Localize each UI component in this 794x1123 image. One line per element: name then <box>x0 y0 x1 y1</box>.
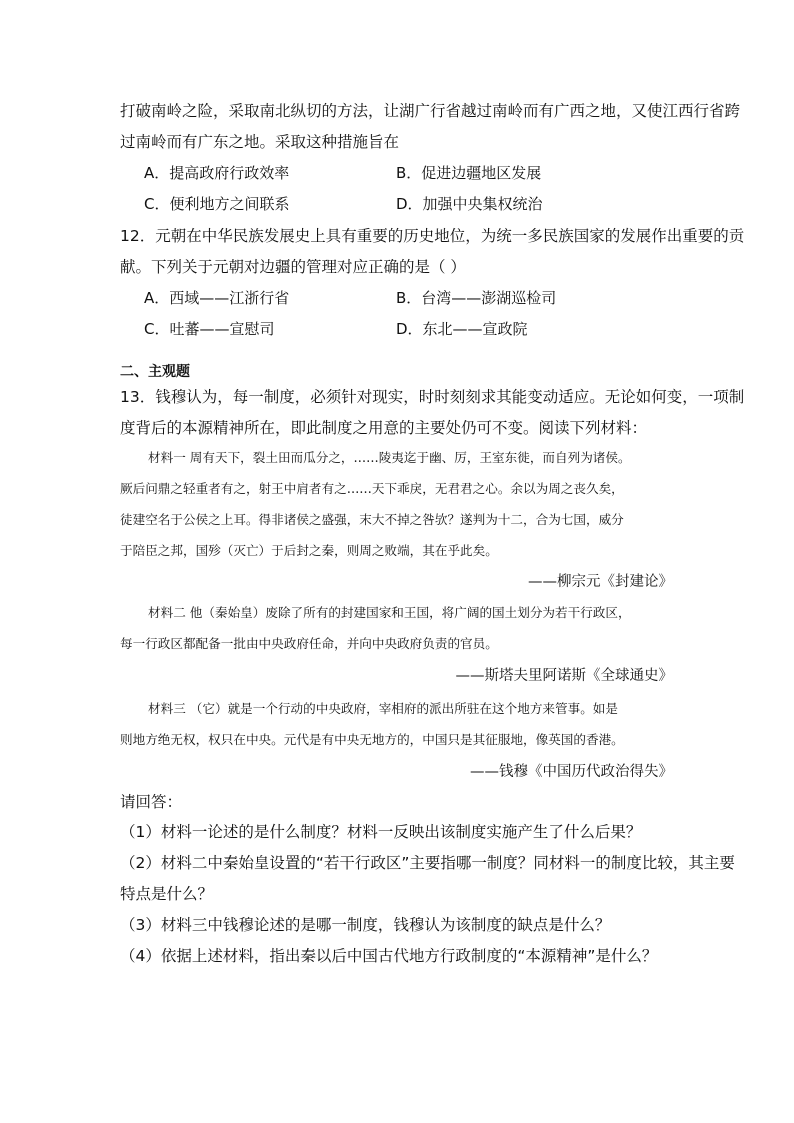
material1-source: ——柳宗元《封建论》 <box>528 574 673 590</box>
material1-line4: 于陪臣之邦，国殄（灭亡）于后封之秦，则周之败端，其在乎此矣。 <box>120 543 498 558</box>
q11-option-d[interactable]: D．加强中央集权统治 <box>396 195 543 213</box>
q12-stem-line1: 12．元朝在中华民族发展史上具有重要的历史地位，为统一多民族国家的发展作出重要的贡 <box>120 227 745 245</box>
material3-line2: 则地方绝无权，权只在中央。元代是有中央无地方的，中国只是其征服地，像英国的香港。 <box>120 732 624 747</box>
q11-option-c[interactable]: C．便利地方之间联系 <box>144 195 290 213</box>
answer-prompt: 请回答： <box>120 793 183 811</box>
material3-line1: 材料三 （它）就是一个行动的中央政府，宰相府的派出所驻在这个地方来管事。如是 <box>148 701 618 716</box>
sub-question-3: （3）材料三中钱穆论述的是哪一制度，钱穆认为该制度的缺点是什么？ <box>120 916 611 934</box>
q11-stem-line1: 打破南岭之险，采取南北纵切的方法，让湖广行省越过南岭而有广西之地，又使江西行省跨 <box>120 102 741 120</box>
material1-line3: 徒建空名于公侯之上耳。得非诸侯之盛强，末大不掉之咎欤？遂判为十二，合为七国，威分 <box>120 512 624 527</box>
material2-source: ——斯塔夫里阿诺斯《全球通史》 <box>455 668 673 684</box>
sub-question-2-line1: （2）材料二中秦始皇设置的“若干行政区”主要指哪一制度？同材料一的制度比较，其主要 <box>120 854 735 872</box>
sub-question-4: （4）依据上述材料，指出秦以后中国古代地方行政制度的“本源精神”是什么？ <box>120 947 658 965</box>
material2-line1: 材料二 他（秦始皇）废除了所有的封建国家和王国，将广阔的国土划分为若干行政区， <box>148 605 631 620</box>
q12-option-d[interactable]: D．东北——宣政院 <box>396 320 528 338</box>
q12-stem-line2: 献。下列关于元朝对边疆的管理对应正确的是（ ） <box>120 258 466 276</box>
q13-stem-line2: 度背后的本源精神所在，即此制度之用意的主要处仍可不变。阅读下列材料： <box>120 419 648 437</box>
section-title: 二、主观题 <box>120 364 190 380</box>
q11-option-b[interactable]: B．促进边疆地区发展 <box>396 164 542 182</box>
material3-source: ——钱穆《中国历代政治得失》 <box>470 764 673 780</box>
q12-option-a[interactable]: A．西域——江浙行省 <box>144 289 290 307</box>
q13-stem-line1: 13．钱穆认为，每一制度，必须针对现实，时时刻刻求其能变动适应。无论如何变，一项制 <box>120 388 745 406</box>
q12-option-b[interactable]: B．台湾——澎湖巡检司 <box>396 289 557 307</box>
q11-option-a[interactable]: A．提高政府行政效率 <box>144 164 290 182</box>
material2-line2: 每一行政区都配备一批由中央政府任命，并向中央政府负责的官员。 <box>120 636 498 651</box>
material1-line1: 材料一 周有天下，裂土田而瓜分之，……陵夷迄于幽、厉，王室东徙，而自列为诸侯。 <box>148 450 631 465</box>
q12-option-c[interactable]: C．吐蕃——宣慰司 <box>144 320 275 338</box>
sub-question-2-line2: 特点是什么？ <box>120 885 214 903</box>
q11-stem-line2: 过南岭而有广东之地。采取这种措施旨在 <box>120 133 400 151</box>
material1-line2: 厥后问鼎之轻重者有之，射王中肩者有之……天下乖戾，无君君之心。余以为周之丧久矣， <box>120 481 624 496</box>
sub-question-1: （1）材料一论述的是什么制度？材料一反映出该制度实施产生了什么后果？ <box>120 823 642 841</box>
